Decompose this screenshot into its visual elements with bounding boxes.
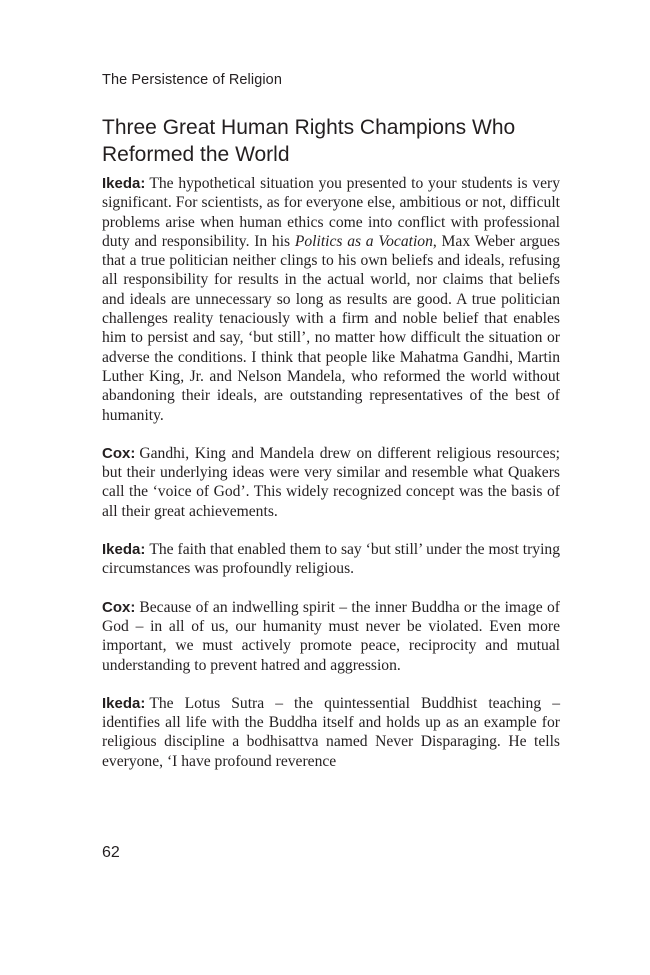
paragraph-text: Gandhi, King and Mandela drew on different religious resources; but their underlying ideas were very similar and resemble what Quakers call the ‘voice of God’. This widely recognized concept was the basis of all their great achievements. <box>102 444 560 520</box>
paragraph-text: , Max Weber argues that a true politician neither clings to his own beliefs and ideals, refusing all responsibility for results in the actual world, nor claims that beliefs and ideals are unnecessary so long as results are good. A true politician challenges reality tenaciously with a firm and noble belief that enables him to persist and say, ‘but still’, no matter how difficult the situation or adverse the conditions. I think that people like Mahatma Gandhi, Martin Luther King, Jr. and Nelson Mandela, who reformed the world without abandoning their ideals, are outstanding representatives of the best of humanity. <box>102 232 560 424</box>
dialogue-paragraph-ikeda <box>102 540 560 579</box>
chapter-title: Three Great Human Rights Champions Who Reformed the World <box>102 116 516 166</box>
dialogue-paragraph-cox <box>102 598 560 675</box>
page-number: 62 <box>102 844 120 861</box>
running-head: The Persistence of Religion <box>102 72 283 88</box>
paragraph-text: The hypothetical situation you presented to your students is very significant. For scientists, as for everyone else, ambitious or not, difficult problems arise when human ethics come into conflict with professional duty and responsibility. In his <box>102 175 560 250</box>
book-title: Politics as a Vocation <box>294 232 433 250</box>
dialogue-paragraph-ikeda <box>102 694 560 771</box>
paragraph-text: Because of an indwelling spirit – the inner Buddha or the image of God – in all of us, our humanity must never be violated. Even more important, we must actively promote peace, reciprocity and mutual understanding to prevent hatred and aggression. <box>102 598 560 674</box>
dialogue-body <box>102 174 560 771</box>
paragraph-text: The faith that enabled them to say ‘but still’ under the most trying circumstances was profoundly religious. <box>102 541 560 578</box>
speaker-label: Ikeda: <box>102 694 146 712</box>
speaker-label: Cox: <box>102 598 136 616</box>
dialogue-paragraph-cox <box>102 444 560 521</box>
speaker-label: Ikeda: <box>102 175 146 192</box>
speaker-label: Ikeda: <box>102 541 146 559</box>
speaker-label: Cox: <box>102 444 136 462</box>
paragraph-text: The Lotus Sutra – the quintessential Buddhist teaching – identifies all life with the Buddha itself and holds up as an example for religious discipline a bodhisattva named Never Disparaging. He tells everyone, ‘I have profound reverence <box>102 694 560 770</box>
dialogue-paragraph-ikeda <box>102 174 560 425</box>
